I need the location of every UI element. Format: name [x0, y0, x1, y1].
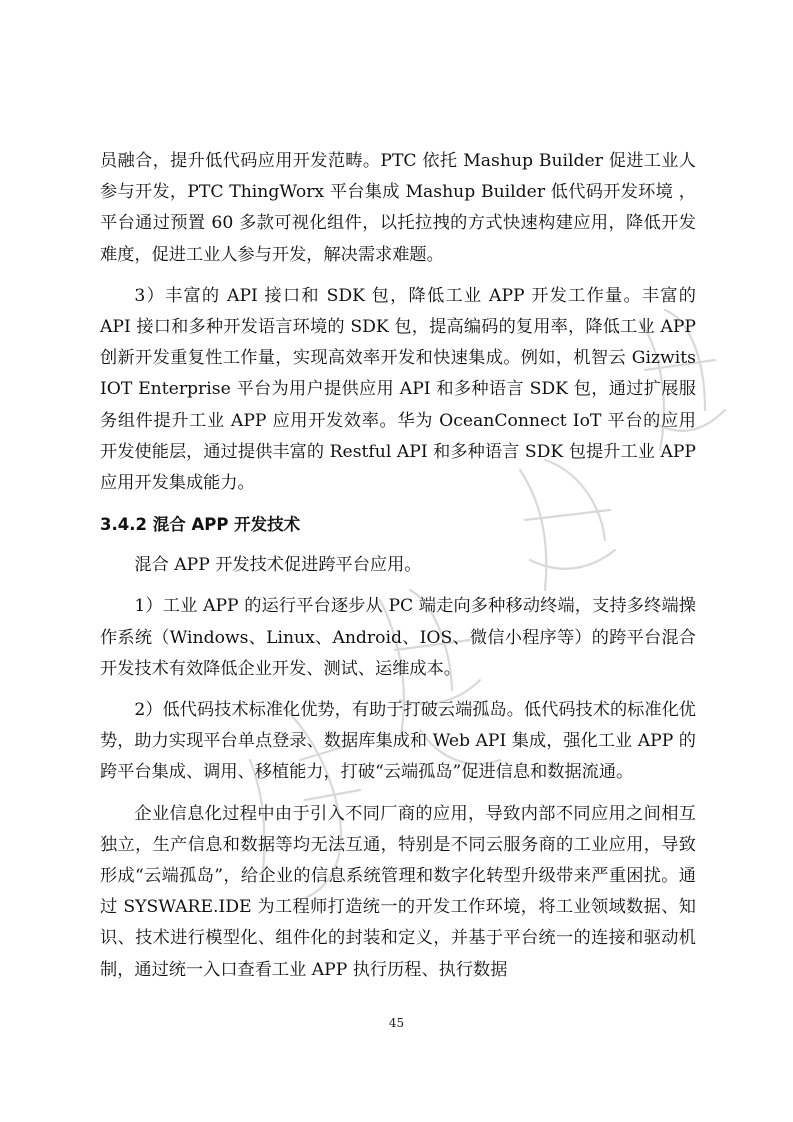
paragraph-2: 3）丰富的 API 接口和 SDK 包，降低工业 APP 开发工作量。丰富的 API 接口和多种开发语言环境的 SDK 包，提高编码的复用率，降低工业 APP 创新开发重复性工作量，实现高效率开发和快速集成。例如，机智云 Gizwits IOT Enterprise 平台为用户提供应用 API 和多种语言 SDK 包，通过扩展服务组件提升工业 APP 应用开发效率。华为 OceanConnect IoT 平台的应用开发使能层，通过提供丰富的 Restful API 和多种语言 SDK 包提升工业 APP 应用开发集成能力。	[100, 285, 696, 494]
paragraph-1: 员融合，提升低代码应用开发范畴。PTC 依托 Mashup Builder 促进工业人参与开发，PTC ThingWorx 平台集成 Mashup Builder 低代码开发环境 ，平台通过预置 60 多款可视化组件，以托拉拽的方式快速构建应用，降低开发难度，促进工业人参与开发，解决需求难题。	[100, 151, 696, 265]
paragraph-5: 2）低代码技术标准化优势，有助于打破云端孤岛。低代码技术的标准化优势，助力实现平台单点登录、数据库集成和 Web API 集成，强化工业 APP 的跨平台集成、调用、移植能力，打破“云端孤岛”促进信息和数据流通。	[100, 700, 696, 783]
paragraph-4: 1）工业 APP 的运行平台逐步从 PC 端走向多种移动终端，支持多终端操作系统（Windows、Linux、Android、IOS、微信小程序等）的跨平台混合开发技术有效降低企业开发、测试、运维成本。	[100, 596, 696, 679]
paragraph-6: 企业信息化过程中由于引入不同厂商的应用，导致内部不同应用之间相互独立，生产信息和数据等均无法互通，特别是不同云服务商的工业应用，导致形成“云端孤岛”，给企业的信息系统管理和数字化转型升级带来严重困扰。通过 SYSWARE.IDE 为工程师打造统一的开发工作环境，将工业领域数据、知识、技术进行模型化、组件化的封装和定义，并基于平台统一的连接和驱动机制，通过统一入口查看工业 APP 执行历程、执行数据	[100, 803, 696, 980]
page-number: 45	[388, 1016, 405, 1030]
paragraph-3: 混合 APP 开发技术促进跨平台应用。	[134, 555, 422, 576]
section-heading-3-4-2: 3.4.2 混合 APP 开发技术	[100, 515, 301, 535]
body-text	[100, 146, 696, 986]
